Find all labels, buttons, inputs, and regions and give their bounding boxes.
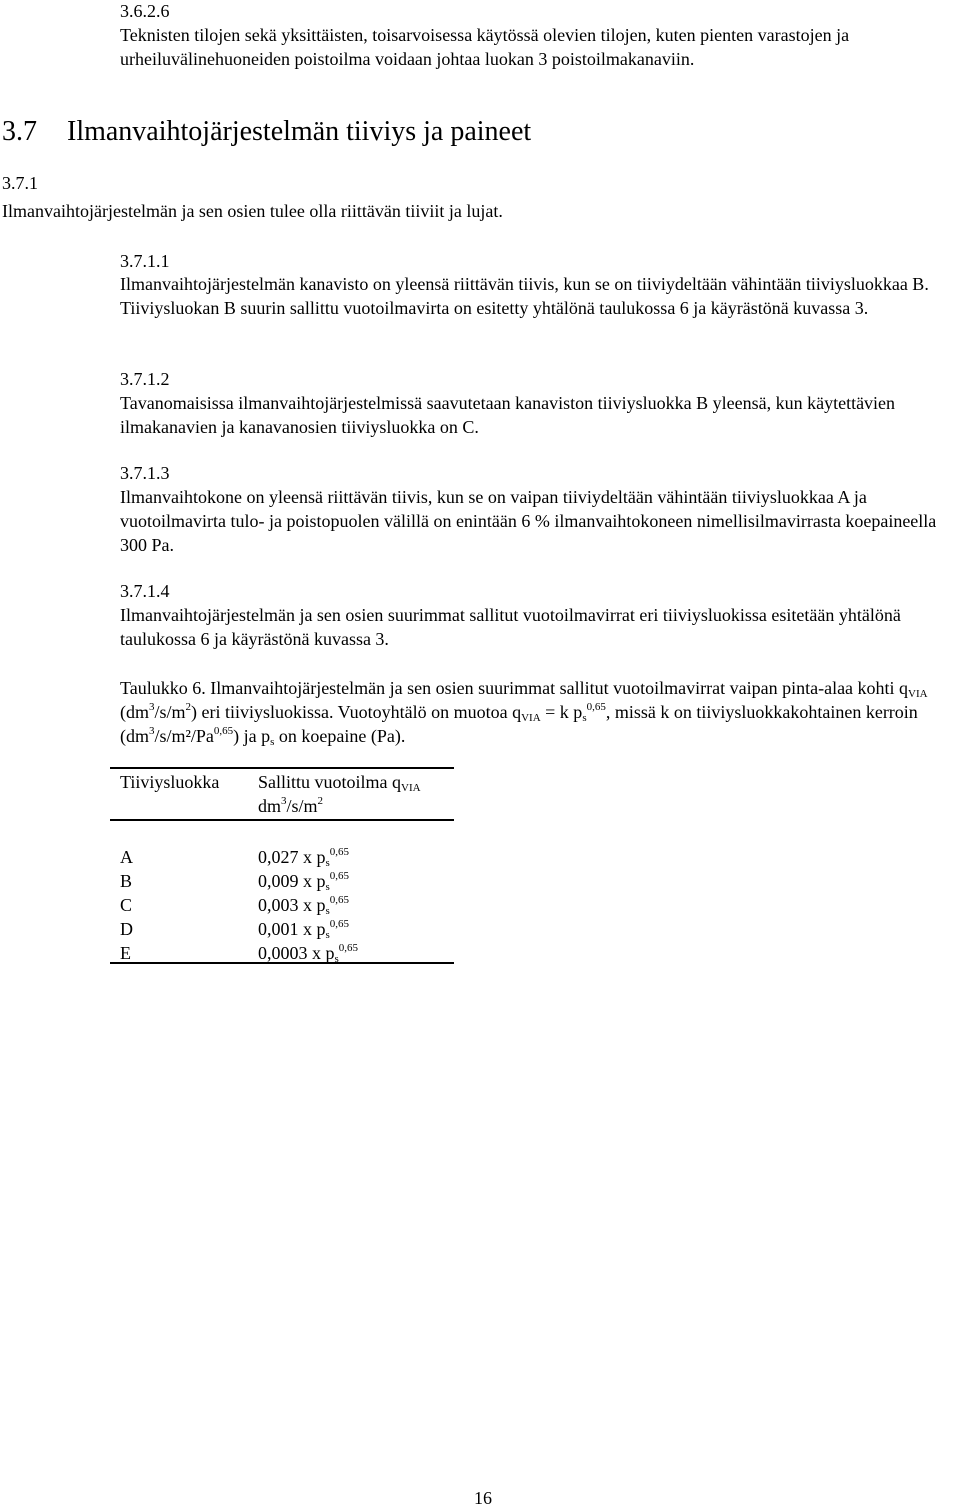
caption-text-2: (dm (120, 702, 149, 722)
caption-text-5: = k p (540, 702, 583, 722)
caption-text-6: , missä k on tiiviysluokkakohtainen kerroin (dm (120, 702, 918, 746)
section-text-371: Ilmanvaihtojärjestelmän ja sen osien tulee olla riittävän tiiviit ja lujat. (2, 201, 503, 221)
table-row-class: A (120, 847, 133, 867)
value-exp: 0,65 (329, 846, 350, 858)
value-sub: s (334, 953, 339, 965)
value-exp: 0,65 (329, 918, 350, 930)
table-header-unit-text: dm (258, 796, 282, 816)
caption-sub-2: VIA (521, 712, 541, 724)
value-sub: s (325, 929, 330, 941)
caption-text-1: Taulukko 6. Ilmanvaihtojärjestelmän ja sen osien suurimmat sallitut vuotoilmavirrat vaipan pinta-alaa kohti q (120, 678, 909, 698)
value-sub: s (325, 857, 330, 869)
value-text: 0,027 x p (258, 847, 326, 867)
section-text-3711: Ilmanvaihtojärjestelmän kanavisto on yleensä riittävän tiivis, kun se on tiiviydeltään vähintään tiiviysluokkaa B. Tiiviysluokan B suurin sallittu vuotoilmavirta on esitetty yhtälönä taulukossa 6 ja käyrästönä kuvassa 3. (120, 274, 929, 318)
table-top-rule (110, 767, 454, 769)
caption-sup-5: 0,65 (213, 725, 234, 737)
table-caption (120, 676, 952, 748)
table-header-rule (110, 819, 454, 821)
caption-sup-4: 3 (149, 725, 155, 737)
section-number-3711: 3.7.1.1 (120, 251, 170, 271)
table-header-class: Tiiviysluokka (120, 772, 220, 792)
table-row-class: D (120, 919, 133, 939)
caption-text-3: /s/m (154, 702, 186, 722)
heading-3-7 (2, 115, 531, 149)
table-row-value (258, 893, 454, 917)
heading-3-7-number: 3.7 (2, 116, 37, 147)
table-header-unit-sup-2: 2 (317, 795, 324, 807)
caption-text-7: /s/m²/Pa (154, 726, 214, 746)
caption-sup-3: 0,65 (586, 701, 606, 713)
caption-sup-2: 2 (185, 701, 192, 713)
value-exp: 0,65 (329, 894, 350, 906)
value-sub: s (325, 881, 330, 893)
table-row-class: E (120, 943, 131, 963)
heading-3-7-title: Ilmanvaihtojärjestelmän tiiviys ja paineet (67, 116, 532, 147)
caption-sub-3: s (582, 712, 587, 724)
value-exp: 0,65 (338, 942, 359, 954)
value-exp: 0,65 (329, 870, 350, 882)
caption-text-9: on koepaine (Pa). (274, 726, 406, 746)
section-text-3712: Tavanomaisissa ilmanvaihtojärjestelmissä saavutetaan kanaviston tiiviysluokka B yleensä, kun käytettävien ilmakanavien ja kanavanosien tiiviysluokka on C. (120, 393, 896, 437)
table-header-unit-text-2: /s/m (286, 796, 318, 816)
section-text-3626: Teknisten tilojen sekä yksittäisten, toisarvoisessa käytössä olevien tilojen, kuten pienten varastojen ja urheiluvälinehuoneiden poistoilma voidaan johtaa luokan 3 poistoilmakanaviin. (120, 25, 850, 69)
table-header-value-sub: VIA (401, 782, 421, 794)
caption-sup-1: 3 (149, 701, 155, 713)
table-header-unit-sup: 3 (281, 795, 287, 807)
section-number-3714: 3.7.1.4 (120, 581, 170, 601)
table-row-value (258, 917, 454, 941)
table-row-value (258, 845, 454, 869)
value-text: 0,003 x p (258, 895, 326, 915)
value-text: 0,009 x p (258, 871, 326, 891)
section-number-3713: 3.7.1.3 (120, 463, 170, 483)
table-bottom-rule (110, 962, 454, 964)
table-row-class: C (120, 895, 133, 915)
table-class-column (120, 845, 250, 965)
caption-text-4: ) eri tiiviysluokissa. Vuotoyhtälö on muotoa q (191, 702, 522, 722)
table-header-value (258, 770, 454, 818)
section-text-3713: Ilmanvaihtokone on yleensä riittävän tiivis, kun se on vaipan tiiviydeltään vähintään tiiviysluokkaa A ja vuotoilmavirta tulo- ja poistopuolen välillä on enintään 6 % ilmanvaihtokoneen nimellisilmavirrasta koepaineella 300 Pa. (120, 487, 937, 555)
caption-text-8: ) ja p (233, 726, 271, 746)
caption-sub-1: VIA (908, 688, 928, 700)
section-number-3626: 3.6.2.6 (120, 1, 170, 21)
value-text: 0,0003 x p (258, 943, 335, 963)
table-row-class: B (120, 871, 133, 891)
table-row-value (258, 869, 454, 893)
table-header-value-text: Sallittu vuotoilma q (258, 772, 401, 792)
page-number: 16 (474, 1488, 492, 1508)
value-text: 0,001 x p (258, 919, 326, 939)
caption-sub-4: s (270, 736, 275, 748)
section-text-3714: Ilmanvaihtojärjestelmän ja sen osien suurimmat sallitut vuotoilmavirrat eri tiiviysluokissa esitetään yhtälönä taulukossa 6 ja käyrästönä kuvassa 3. (120, 605, 901, 649)
table-value-column (258, 845, 454, 965)
section-number-3712: 3.7.1.2 (120, 369, 170, 389)
value-sub: s (325, 905, 330, 917)
section-number-371: 3.7.1 (2, 173, 38, 193)
